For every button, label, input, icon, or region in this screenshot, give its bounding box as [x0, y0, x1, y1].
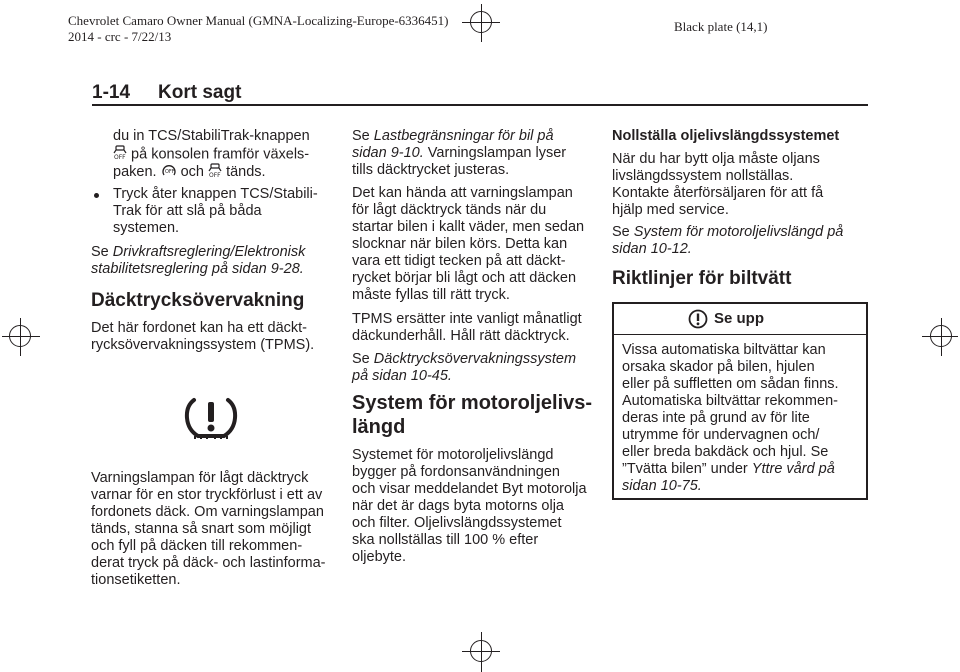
caution-line8[interactable]: ”Tvätta bilen” under Yttre vård på	[622, 461, 835, 477]
heading-tpms: Däcktrycksövervakning	[91, 290, 305, 311]
col2-p1-line7: måste fyllas till rätt tryck.	[352, 287, 510, 303]
heading-car-wash: Riktlinjer för biltvätt	[612, 268, 792, 289]
caution-line9[interactable]: sidan 10-75.	[622, 478, 702, 494]
col1-bullet-line2: Trak för att slå på båda	[113, 203, 262, 219]
col3-p1-line3: Kontakte återförsäljaren för att få	[612, 185, 824, 201]
svg-text:OFF: OFF	[164, 169, 175, 175]
caution-line4: Automatiska biltvättar rekommen-	[622, 393, 838, 409]
col2-ref1-line3: tills däcktrycket justeras.	[352, 162, 510, 178]
col2-p3-line4: när det är dags byta motorns olja	[352, 498, 564, 514]
section-title: Kort sagt	[158, 82, 242, 103]
col1-intro-line3: paken. OFF och OFF tänds.	[113, 162, 266, 183]
heading-oil-life-line1: System för motoroljelivs-	[352, 392, 593, 414]
col3-reference[interactable]: Se System för motoroljelivslängd på	[612, 224, 844, 240]
col2-p1-line1: Det kan hända att varningslampan	[352, 185, 573, 201]
col1-p2-line7: tionsetiketten.	[91, 572, 181, 588]
col1-bullet-line1: Tryck åter knappen TCS/Stabili-	[113, 186, 318, 202]
col2-reference2[interactable]: Se Däcktrycksövervakningssystem	[352, 351, 577, 367]
col2-p2-line2: däckunderhåll. Håll rätt däcktryck.	[352, 328, 570, 344]
caution-line6: utrymme för undervagnen och/	[622, 427, 820, 443]
subheading-reset-oil-life: Nollställa oljelivslängdssystemet	[612, 128, 840, 144]
heading-oil-life-line2: längd	[352, 416, 406, 438]
col2-reference1-line2: sidan 9-10. Varningslampan lyser	[352, 145, 567, 161]
col1-p2-line4: tänds, stanna så snart som möjligt	[91, 521, 312, 537]
svg-text:OFF: OFF	[114, 154, 126, 160]
col1-p2-line2: varnar för en stor tryckförlust i ett av	[91, 487, 323, 503]
col2-p1-line6: rycket börjar bli lågt och att däcken	[352, 270, 577, 286]
col2-p1-line4: slocknar när bilen körs. Detta kan	[352, 236, 568, 252]
col1-intro-line2: OFF på konsolen framför växels-	[113, 145, 309, 165]
caution-title: Se upp	[714, 310, 765, 327]
caution-icon	[688, 309, 708, 334]
svg-text:OFF: OFF	[209, 171, 221, 178]
header-rule	[92, 104, 868, 106]
stabilitrak-off-icon	[161, 162, 177, 183]
tcs-off-icon-2	[208, 163, 222, 183]
caution-header	[614, 304, 866, 335]
col1-reference[interactable]: Se Drivkraftsreglering/Elektronisk	[91, 244, 306, 260]
col2-p1-line5: vara ett tidigt tecken på att däckt-	[352, 253, 566, 269]
col1-p2-line5: och fyll på däcken till rekommen-	[91, 538, 303, 554]
col2-p3-line2: bygger på fordonsanvändningen	[352, 464, 560, 480]
col2-p2-line1: TPMS ersätter inte vanligt månatligt	[352, 311, 582, 327]
col2-p1-line3: startar bilen i kallt väder, men sedan	[352, 219, 585, 235]
col2-p3-line3: och visar meddelandet Byt motorolja	[352, 481, 587, 497]
col3-reference-line2[interactable]: sidan 10-12.	[612, 241, 692, 257]
caution-line3: eller på suffletten om sådan finns.	[622, 376, 839, 392]
caution-line7: eller breda bakdäck och hjul. Se	[622, 444, 829, 460]
col1-p2-line6: derat tryck på däck- och lastinforma-	[91, 555, 326, 571]
col1-p1-line1: Det här fordonet kan ha ett däckt-	[91, 320, 308, 336]
col3-p1-line1: När du har bytt olja måste oljans	[612, 151, 820, 167]
page-number: 1-14	[92, 82, 131, 103]
col2-p3-line5: och filter. Oljelivslängdssystemet	[352, 515, 562, 531]
col3-p1-line2: livslängdssystem nollställas.	[612, 168, 794, 184]
caution-line1: Vissa automatiska biltvättar kan	[622, 342, 826, 358]
doc-header-line2: 2014 - crc - 7/22/13	[68, 29, 172, 44]
caution-box	[612, 302, 868, 500]
col1-p2-line3: fordonets däck. Om varningslampan	[91, 504, 324, 520]
col1-intro-line1: du in TCS/StabiliTrak-knappen	[113, 128, 310, 144]
doc-header-line1: Chevrolet Camaro Owner Manual (GMNA-Localizing-Europe-6336451)	[68, 13, 449, 28]
bullet-dot	[94, 193, 99, 198]
col1-p2-line1: Varningslampan för lågt däcktryck	[91, 470, 309, 486]
col2-reference1[interactable]: Se Lastbegränsningar för bil på	[352, 128, 554, 144]
col1-reference-line2[interactable]: stabilitetsreglering på sidan 9-28.	[91, 261, 304, 277]
col2-p3-line6: ska nollställas till 100 % efter	[352, 532, 539, 548]
tpms-warning-icon	[184, 394, 238, 445]
caution-line2: orsaka skador på bilen, hjulen	[622, 359, 815, 375]
col1-bullet-line3: systemen.	[113, 220, 180, 236]
caution-line5: deras inte på grund av för lite	[622, 410, 810, 426]
col2-p3-line1: Systemet för motoroljelivslängd	[352, 447, 554, 463]
col2-reference2-line2[interactable]: på sidan 10-45.	[352, 368, 452, 384]
col3-p1-line4: hjälp med service.	[612, 202, 729, 218]
col2-p3-line7: oljebyte.	[352, 549, 407, 565]
col1-p1-line2: rycksövervakningssystem (TPMS).	[91, 337, 315, 353]
col2-p1-line2: för lågt däcktryck tänds när du	[352, 202, 547, 218]
plate-label: Black plate (14,1)	[674, 19, 768, 34]
